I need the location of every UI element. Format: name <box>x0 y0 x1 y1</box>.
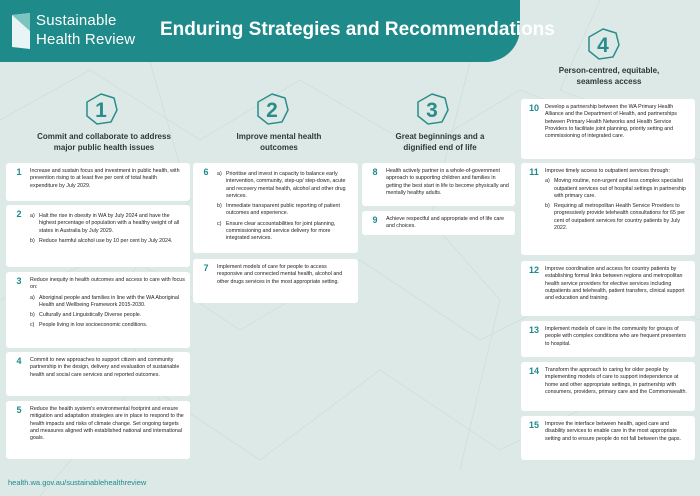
strategy-4-number: 4 <box>597 34 609 57</box>
recommendation-number: 5 <box>16 405 22 415</box>
strategy-3-title: Great beginnings and a dignified end of life <box>395 132 485 152</box>
recommendation-text: Increase and sustain focus and investment in public health, with prevention rising to at least five per cent of total health expenditure by July 2029. <box>30 168 180 189</box>
sub-item: b) Immediate transparent public reporting of patient outcomes and experience. <box>217 203 340 217</box>
recommendation-card-2 <box>6 205 190 267</box>
recommendation-text: Reduce the health system's environmental footprint and ensure mitigation and adaptation strategies are in place to respond to the health impacts and risks of climate change. Set ongoing targets and measures aligned with established national and international goals. <box>30 406 184 442</box>
recommendation-number: 12 <box>528 265 539 275</box>
strategy-4-title: Person-centred, equitable, seamless access <box>558 66 660 86</box>
recommendation-number: 6 <box>203 167 209 177</box>
recommendation-card-1 <box>6 163 190 201</box>
recommendation-card-4 <box>6 352 190 396</box>
recommendation-number: 15 <box>528 420 539 430</box>
recommendation-text: Improve coordination and access for country patients by establishing formal links between regions and metropolitan health service providers for elective services including outpatients and telehealth, patient transfers, clinical support and education and training. <box>545 266 685 302</box>
sub-item: b) Culturally and Linguistically Diverse people. <box>30 312 142 319</box>
strategy-2-badge-icon <box>254 92 290 126</box>
strategy-3-number: 3 <box>426 99 438 122</box>
strategy-4-badge-icon <box>585 27 621 61</box>
recommendation-number: 11 <box>529 167 539 177</box>
recommendation-card-10 <box>521 99 695 159</box>
brand-name-line2: Health Review <box>36 31 136 48</box>
sub-item: a) Halt the rise in obesity in WA by July 2024 and have the highest percentage of population with a healthy weight of all states in Australia by July 2029. <box>30 213 180 234</box>
recommendation-card-13 <box>521 321 695 357</box>
recommendation-card-7 <box>193 259 358 303</box>
strategy-2-number: 2 <box>266 99 278 122</box>
recommendation-text: Implement models of care in the community for groups of people with complex conditions who are frequent presenters to hospital. <box>545 326 687 347</box>
recommendation-card-5 <box>6 401 190 459</box>
sub-item: b) Reduce harmful alcohol use by 10 per cent by July 2024. <box>30 237 173 244</box>
recommendation-intro: Improve timely access to outpatient services through: <box>545 168 670 174</box>
recommendation-card-3 <box>6 272 190 348</box>
recommendation-number: 7 <box>203 263 209 273</box>
recommendation-card-8 <box>362 163 515 206</box>
sub-item: a) Moving routine, non-urgent and less complex specialist outpatient services out of hospital settings in partnership with primary care. <box>545 178 686 199</box>
recommendation-number: 14 <box>528 366 539 376</box>
strategy-1-number: 1 <box>95 99 107 122</box>
recommendation-text: Health actively partner in a whole-of-government approach to supporting children and families in getting the best start in life to become physically and mentally healthy adults. <box>386 168 509 196</box>
page-title: Enduring Strategies and Recommendations <box>160 19 555 40</box>
recommendation-intro: Reduce inequity in health outcomes and access to care with focus on: <box>30 277 185 291</box>
recommendation-number: 10 <box>528 103 539 113</box>
sub-item: c) Ensure clear accountabilities for joint planning, commissioning and service delivery for more integrated services. <box>217 220 336 242</box>
recommendation-number: 13 <box>528 325 539 335</box>
recommendation-text: Commit to new approaches to support citizen and community partnership in the design, delivery and evaluation of sustainable health and social care services and reported outcomes. <box>30 357 180 378</box>
recommendation-card-6 <box>193 163 358 253</box>
recommendation-number: 2 <box>16 209 22 219</box>
recommendation-number: 1 <box>16 167 22 177</box>
recommendation-number: 8 <box>372 167 378 177</box>
footer-url-link[interactable]: health.wa.gov.au/sustainablehealthreview <box>8 478 147 487</box>
sustainable-health-logo-icon <box>10 11 32 51</box>
recommendation-text: Implement models of care for people to access responsive and connected mental health, alcohol and other drugs services in the most appropriate setting. <box>217 264 343 285</box>
recommendation-text: Transform the approach to caring for older people by implementing models of care to support independence at home and other appropriate settings, in partnership with consumers, providers, primary care and the Commonwealth. <box>545 367 687 395</box>
strategy-3-badge-icon <box>414 92 450 126</box>
strategy-1-title: Commit and collaborate to address major public health issues <box>37 132 171 152</box>
recommendation-text: Achieve respectful and appropriate end of life care and choices. <box>386 216 505 230</box>
recommendation-card-14 <box>521 362 695 411</box>
recommendation-card-11 <box>521 163 695 255</box>
recommendation-number: 9 <box>372 215 378 225</box>
recommendation-card-15 <box>521 416 695 460</box>
recommendation-text: Improve the interface between health, aged care and disability services to enable care in the most appropriate setting and to ensure people do not fall between the gaps. <box>545 421 682 442</box>
brand-name-line1: Sustainable <box>36 12 117 29</box>
strategy-2-title: Improve mental health outcomes <box>236 132 322 152</box>
sub-item: a) Aboriginal people and families in line with the WA Aboriginal Health and Wellbeing Framework 2015-2030. <box>30 294 179 308</box>
sub-item: b) Requiring all metropolitan Health Service Providers to progressively provide telehealth consultations for 65 per cent of outpatient services for country patients by July 2022. <box>545 203 686 232</box>
recommendation-number: 3 <box>16 276 22 286</box>
recommendation-text: Develop a partnership between the WA Primary Health Alliance and the Department of Health, and partnerships between Primary Health Networks and Health Service Providers to facilitate joint planning, priority setting and commissioning of integrated care. <box>545 104 677 140</box>
recommendation-number: 4 <box>16 356 22 366</box>
strategy-1-badge-icon <box>83 92 119 126</box>
sub-item: a) Prioritise and invest in capacity to balance early intervention, community, step-up/ step-down, acute and recovery mental health, alcohol and other drug services. <box>217 171 346 199</box>
recommendation-card-9 <box>362 211 515 235</box>
page-header <box>0 0 555 62</box>
sub-item: c) People living in low socioeconomic conditions. <box>30 322 148 329</box>
recommendation-card-12 <box>521 261 695 316</box>
